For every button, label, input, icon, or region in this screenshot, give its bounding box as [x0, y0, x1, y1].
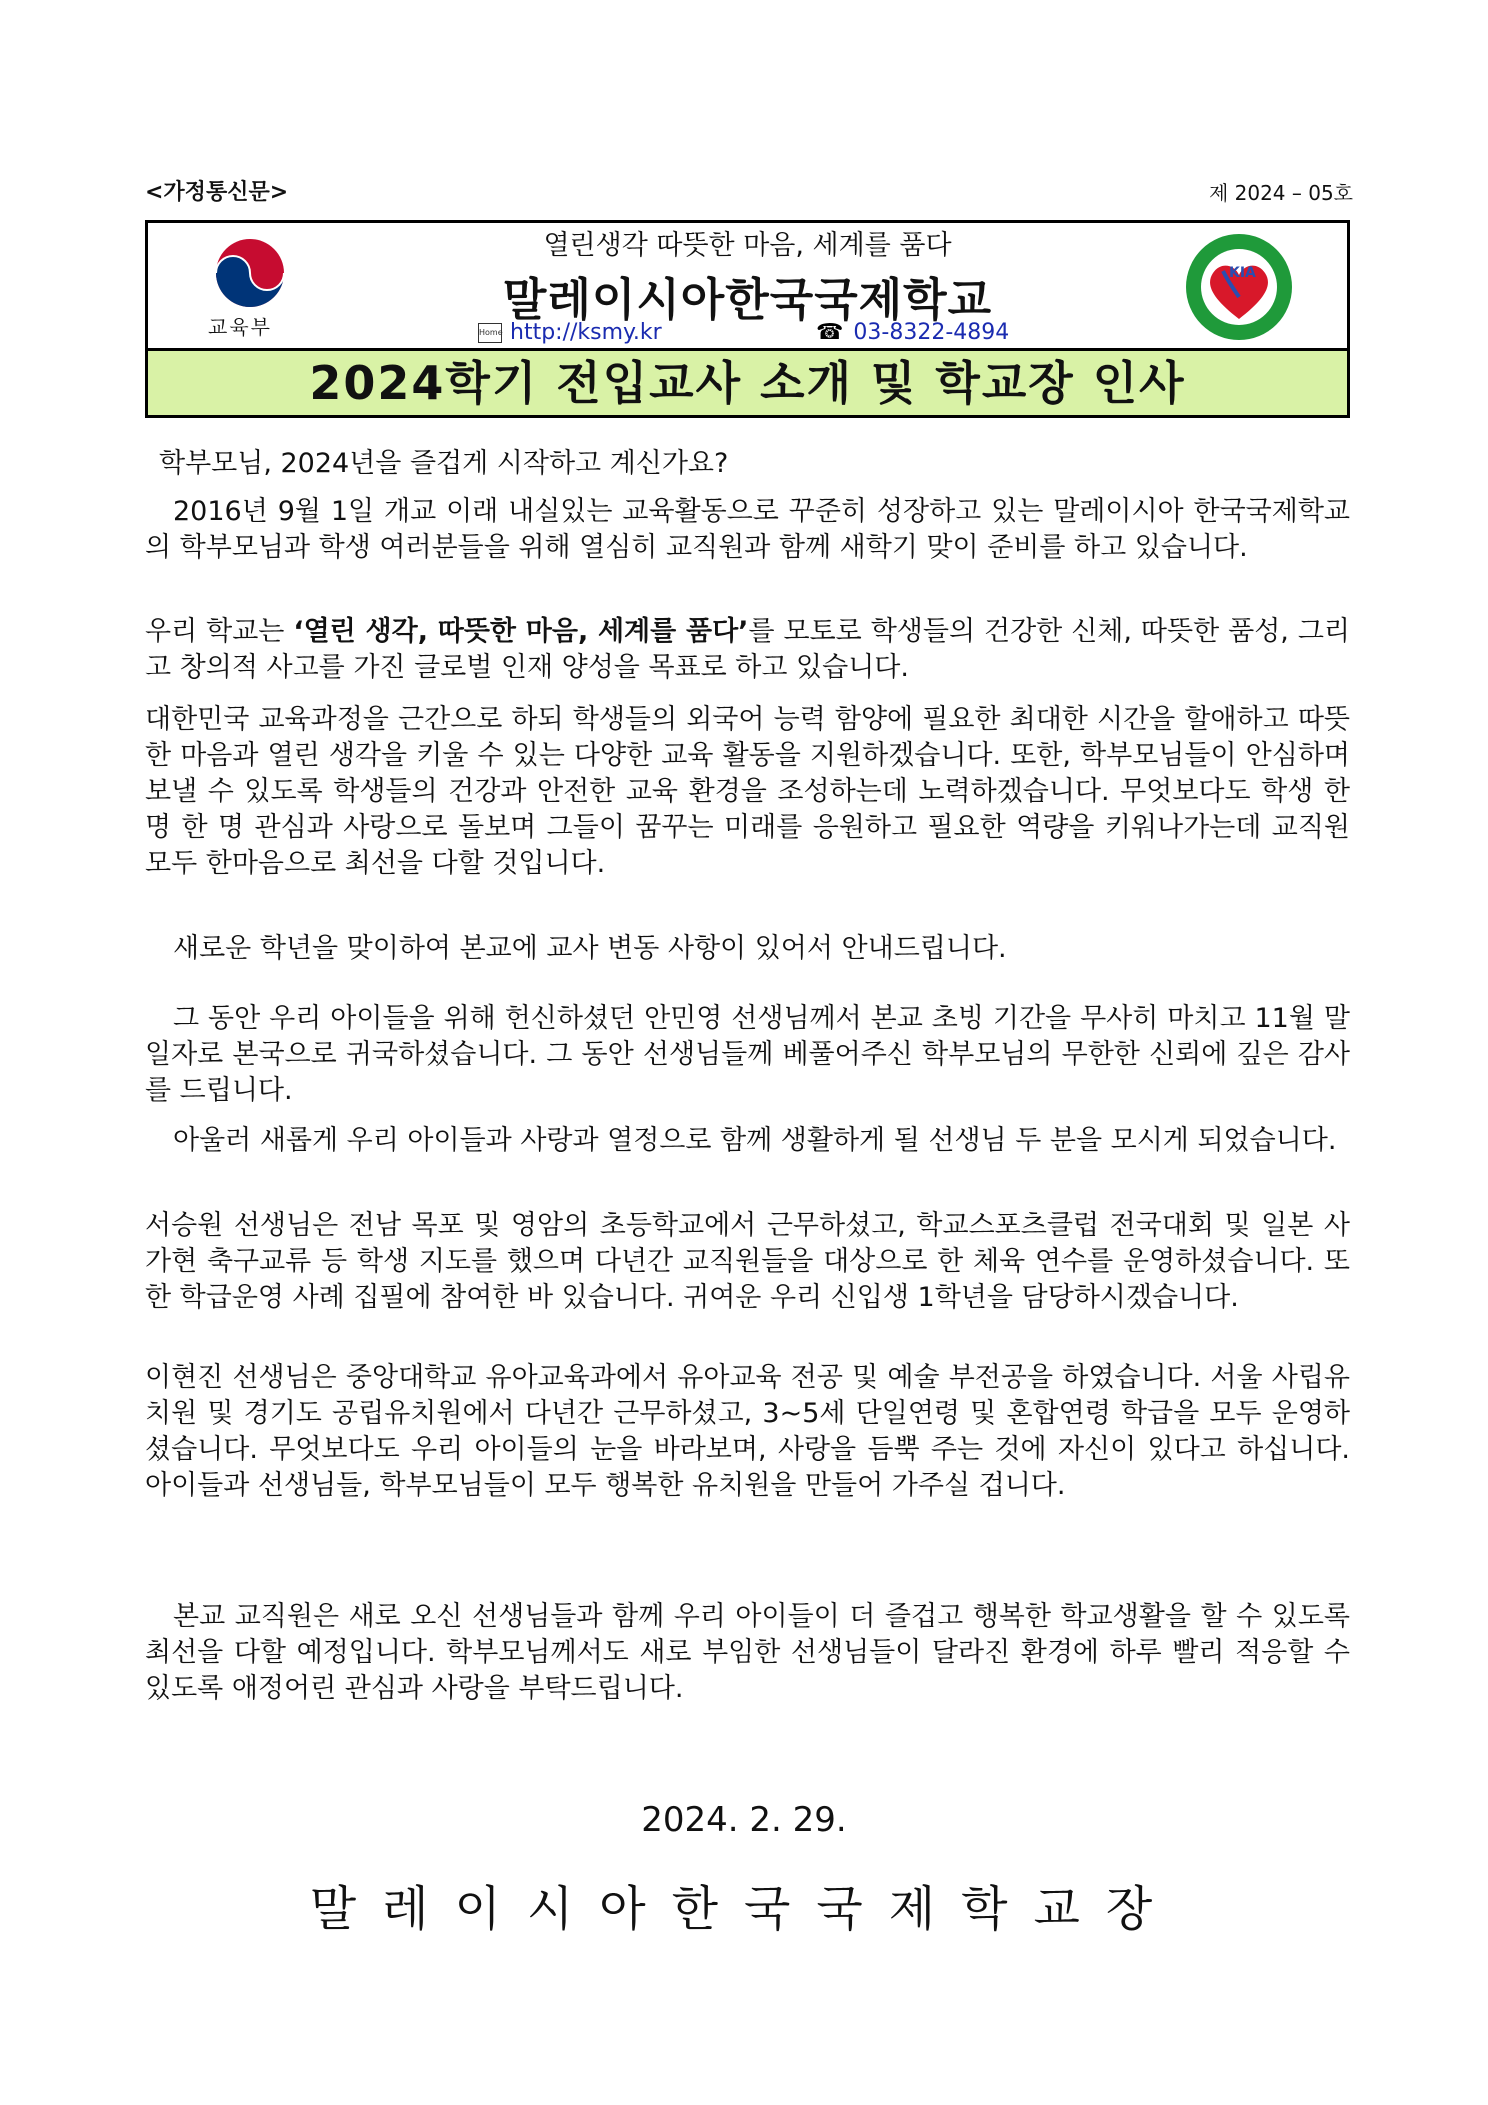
- paragraph-2-rest: 를 모토로 학생들의 건강한 신체, 따뜻한 품성, 그리고 창의적 사고를 가진 글로벌 인재 양성을 목표로 하고 있습니다.: [145, 616, 1350, 683]
- newsletter-title: 2024학기 전입교사 소개 및 학교장 인사: [145, 348, 1350, 418]
- masthead: [145, 220, 1350, 348]
- paragraph-9: 본교 교직원은 새로 오신 선생님들과 함께 우리 아이들이 더 즐겁고 행복한 학교생활을 할 수 있도록 최선을 다할 예정입니다. 학부모님께서도 새로 부임한 선생님들이 달라진 환경에 하루 빨리 적응할 수 있도록 애정어린 관심과 사랑을 부탁드립니다.: [145, 1601, 1350, 1704]
- ksm-logo-text: KIA: [1229, 265, 1256, 281]
- school-motto: ‘열린 생각, 따뜻한 마음, 세계를 품다’: [293, 616, 749, 647]
- document-type-label: <가정통신문>: [145, 180, 289, 205]
- paragraph-1: 2016년 9월 1일 개교 이래 내실있는 교육활동으로 꾸준히 성장하고 있는 말레이시아 한국국제학교의 학부모님과 학생 여러분들을 위해 열심히 교직원과 함께 새학기 맞이 준비를 하고 있습니다.: [145, 496, 1350, 563]
- issue-date: 2024. 2. 29.: [641, 1800, 847, 1840]
- website-row: [478, 320, 662, 345]
- home-icon: Home: [478, 323, 502, 343]
- paragraph-2-intro: 우리 학교는: [145, 616, 294, 647]
- website-link[interactable]: http://ksmy.kr: [510, 320, 662, 345]
- ksm-heart-emblem-icon: [1183, 231, 1295, 343]
- paragraph-2: [145, 614, 1350, 686]
- issue-number: 제 2024 – 05호: [1208, 181, 1353, 205]
- phone-number: 03-8322-4894: [853, 320, 1010, 345]
- paragraph-4: 새로운 학년을 맞이하여 본교에 교사 변동 사항이 있어서 안내드립니다.: [173, 933, 1007, 964]
- phone-row: [816, 320, 1009, 345]
- paragraph-8: 이현진 선생님은 중앙대학교 유아교육과에서 유아교육 전공 및 예술 부전공을 하였습니다. 서울 사립유치원 및 경기도 공립유치원에서 다년간 근무하셨고, 3~5세 단일연령 및 혼합연령 학급을 모두 운영하셨습니다. 무엇보다도 우리 아이들의 눈을 바라보며, 사랑을 듬뿍 주는 것에 자신이 있다고 하십니다. 아이들과 선생님들, 학부모님들이 모두 행복한 유치원을 만들어 가주실 겁니다.: [145, 1362, 1350, 1501]
- school-name: 말레이시아한국국제학교: [502, 273, 993, 326]
- paragraph-6: 아울러 새롭게 우리 아이들과 사랑과 열정으로 함께 생활하게 될 선생님 두 분을 모시게 되었습니다.: [173, 1125, 1337, 1156]
- paragraph-5: 그 동안 우리 아이들을 위해 헌신하셨던 안민영 선생님께서 본교 초빙 기간을 무사히 마치고 11월 말일자로 본국으로 귀국하셨습니다. 그 동안 선생님들께 베풀어주신 학부모님의 무한한 신뢰에 깊은 감사를 드립니다.: [145, 1003, 1350, 1106]
- principal-signature: 말레이시아한국국제학교장: [309, 1881, 1179, 1937]
- paragraph-7: 서승원 선생님은 전남 목포 및 영암의 초등학교에서 근무하셨고, 학교스포츠클럽 전국대회 및 일본 사가현 축구교류 등 학생 지도를 했으며 다년간 교직원들을 대상으로 한 체육 연수를 운영하셨습니다. 또한 학급운영 사례 집필에 참여한 바 있습니다. 귀여운 우리 신입생 1학년을 담당하시겠습니다.: [145, 1210, 1350, 1313]
- greeting-paragraph: 학부모님, 2024년을 즐겁게 시작하고 계신가요?: [159, 448, 729, 479]
- paragraph-3: 대한민국 교육과정을 근간으로 하되 학생들의 외국어 능력 함양에 필요한 최대한 시간을 할애하고 따뜻한 마음과 열린 생각을 키울 수 있는 다양한 교육 활동을 지원하겠습니다. 또한, 학부모님들이 안심하며 보낼 수 있도록 학생들의 건강과 안전한 교육 환경을 조성하는데 노력하겠습니다. 무엇보다도 학생 한 명 한 명 관심과 사랑으로 돌보며 그들이 꿈꾸는 미래를 응원하고 필요한 역량을 키워나가는데 교직원 모두 한마음으로 최선을 다할 것입니다.: [145, 704, 1350, 879]
- telephone-icon: ☎: [816, 320, 844, 345]
- moe-label: 교육부: [208, 315, 272, 339]
- slogan: 열린생각 따뜻한 마음, 세계를 품다: [543, 230, 952, 261]
